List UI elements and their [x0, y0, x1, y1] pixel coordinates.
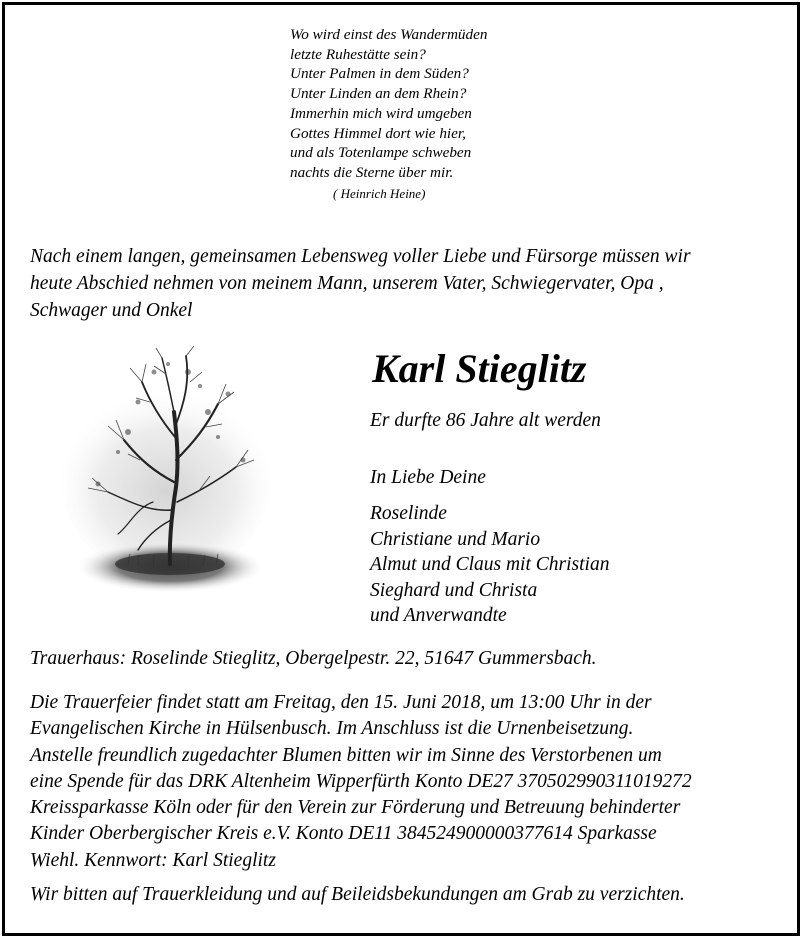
tree-illustration-icon	[58, 342, 273, 602]
intro-line: Nach einem langen, gemeinsamen Lebensweg voller Liebe und Fürsorge müssen wir	[30, 246, 691, 267]
poem-line: Immerhin mich wird umgeben	[290, 104, 472, 122]
mourners-list	[370, 501, 609, 629]
ceremony-line: Kreissparkasse Köln oder für den Verein zur Förderung und Betreuung behinderter	[30, 797, 681, 819]
greeting: In Liebe Deine	[370, 467, 486, 488]
ceremony-info	[30, 690, 790, 874]
mourner-name: Christiane und Mario	[370, 528, 541, 550]
mourner-name: Almut und Claus mit Christian	[370, 554, 610, 575]
closing-note: Wir bitten auf Trauerkleidung und auf Beileidsbekundungen am Grab zu verzichten.	[30, 884, 685, 905]
intro-line: Schwager und Onkel	[30, 300, 193, 321]
poem-line: Gottes Himmel dort wie hier,	[290, 124, 466, 142]
deceased-name: Karl Stieglitz	[372, 346, 587, 391]
intro-text	[30, 243, 780, 324]
ceremony-line: Wiehl. Kennwort: Karl Stieglitz	[30, 849, 276, 871]
ceremony-line: Kinder Oberbergischer Kreis e.V. Konto DE11 384524900000377614 Sparkasse	[30, 823, 657, 845]
poem-line: letzte Ruhestätte sein?	[290, 45, 426, 63]
poem-line: und als Totenlampe schweben	[290, 144, 472, 162]
mourner-name: und Anverwandte	[370, 605, 507, 626]
ceremony-line: Evangelischen Kirche in Hülsenbusch. Im Anschluss ist die Urnenbeisetzung.	[30, 718, 634, 740]
poem-author: ( Heinrich Heine)	[333, 185, 426, 201]
mourner-name: Roselinde	[370, 503, 447, 524]
intro-line: heute Abschied nehmen von meinem Mann, unserem Vater, Schwiegervater, Opa ,	[30, 273, 664, 294]
mourner-name: Sieghard und Christa	[370, 579, 538, 601]
ceremony-line: eine Spende für das DRK Altenheim Wipperfürth Konto DE27 370502990311019272	[30, 770, 692, 792]
poem	[290, 25, 590, 203]
poem-line: nachts die Sterne über mir.	[290, 163, 454, 181]
trauerhaus-address: Trauerhaus: Roselinde Stieglitz, Obergelpestr. 22, 51647 Gummersbach.	[30, 648, 597, 669]
poem-line: Wo wird einst des Wandermüden	[290, 26, 488, 43]
poem-line: Unter Linden an dem Rhein?	[290, 85, 467, 103]
age-text: Er durfte 86 Jahre alt werden	[370, 410, 601, 431]
ceremony-line: Die Trauerfeier findet statt am Freitag, den 15. Juni 2018, um 13:00 Uhr in der	[30, 692, 652, 713]
poem-line: Unter Palmen in dem Süden?	[290, 65, 469, 83]
ceremony-line: Anstelle freundlich zugedachter Blumen bitten wir im Sinne des Verstorbenen um	[30, 744, 662, 766]
